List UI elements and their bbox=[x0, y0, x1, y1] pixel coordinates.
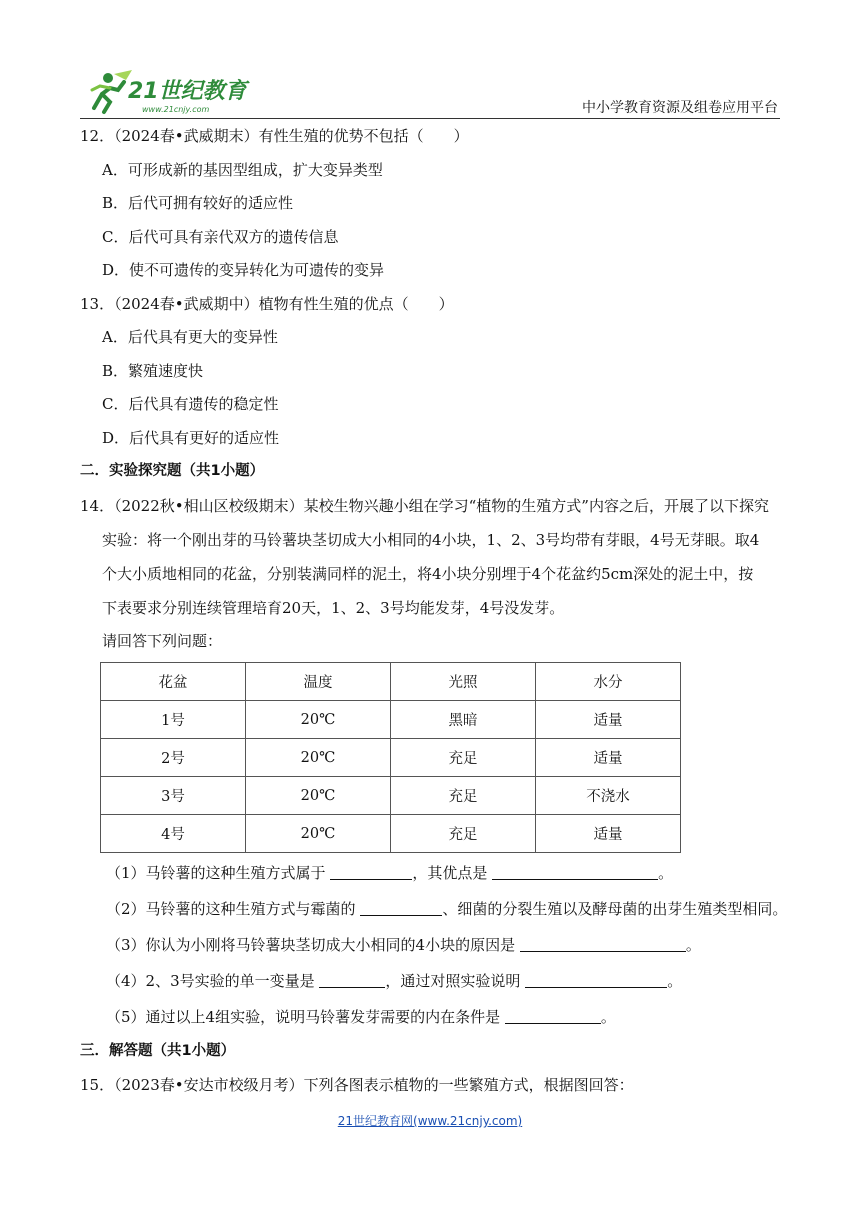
answer-blank[interactable] bbox=[520, 937, 686, 952]
answer-blank[interactable] bbox=[360, 901, 442, 916]
footer-link[interactable]: 21世纪教育网(www.21cnjy.com) bbox=[337, 1114, 523, 1128]
q14-sub4 bbox=[80, 963, 780, 999]
table-cell: 充足 bbox=[391, 777, 536, 815]
table-cell: 2号 bbox=[101, 739, 246, 777]
q13-option-d: D．后代具有更好的适应性 bbox=[102, 428, 280, 447]
experiment-table bbox=[100, 662, 681, 853]
q14-sub3 bbox=[80, 927, 780, 963]
table-row bbox=[101, 777, 681, 815]
table-header-row bbox=[101, 663, 681, 701]
table-header-cell: 温度 bbox=[246, 663, 391, 701]
q14-stem-line1: 14．（2022秋•相山区校级期末）某校生物兴趣小组在学习“植物的生殖方式”内容之后，开展了以下探究 bbox=[80, 496, 769, 515]
table-cell: 20℃ bbox=[246, 739, 391, 777]
table-row bbox=[101, 815, 681, 853]
svg-text:21世纪教育: 21世纪教育 bbox=[128, 79, 247, 104]
q14-sub1 bbox=[80, 855, 780, 891]
q12-option-a: A．可形成新的基因型组成，扩大变异类型 bbox=[102, 160, 383, 179]
table-cell: 适量 bbox=[536, 815, 681, 853]
table-cell: 适量 bbox=[536, 701, 681, 739]
q14-sub3-text-b: 。 bbox=[685, 936, 701, 954]
q14-sub5-text-a: （5）通过以上4组实验，说明马铃薯发芽需要的内在条件是 bbox=[106, 1008, 501, 1026]
section-answer-heading: 三．解答题（共1小题） bbox=[80, 1043, 236, 1059]
answer-blank[interactable] bbox=[505, 1009, 601, 1024]
table-row bbox=[101, 701, 681, 739]
site-logo[interactable] bbox=[80, 68, 260, 116]
page-footer bbox=[0, 1112, 860, 1129]
page-header bbox=[80, 66, 780, 118]
table-cell: 4号 bbox=[101, 815, 246, 853]
q14-sub3-text-a: （3）你认为小刚将马铃薯块茎切成大小相同的4小块的原因是 bbox=[106, 936, 516, 954]
q14-sub5 bbox=[80, 999, 780, 1035]
table-header-cell: 花盆 bbox=[101, 663, 246, 701]
q14-stem-line3: 个大小质地相同的花盆，分别装满同样的泥土，将4小块分别埋于4个花盆约5cm深处的泥土中，按 bbox=[102, 564, 754, 583]
header-divider bbox=[80, 118, 780, 119]
q14-stem-line4: 下表要求分别连续管理培育20天，1、2、3号均能发芽，4号没发芽。 bbox=[102, 598, 565, 617]
table-cell: 1号 bbox=[101, 701, 246, 739]
table-cell: 20℃ bbox=[246, 777, 391, 815]
logo-runner-icon bbox=[80, 68, 260, 116]
q12-option-b: B．后代可拥有较好的适应性 bbox=[102, 194, 294, 212]
table-cell: 黑暗 bbox=[391, 701, 536, 739]
q13-stem: 13．（2024春•武威期中）植物有性生殖的优点（ ） bbox=[80, 294, 454, 313]
q12-option-d: D．使不可遗传的变异转化为可遗传的变异 bbox=[102, 261, 385, 279]
q12-stem: 12．（2024春•武威期末）有性生殖的优势不包括（ ） bbox=[80, 127, 469, 145]
table-cell: 充足 bbox=[391, 815, 536, 853]
q13-option-b: B．繁殖速度快 bbox=[102, 361, 204, 380]
q14-sub4-text-a: （4）2、3号实验的单一变量是 bbox=[106, 972, 315, 990]
svg-text:www.21cnjy.com: www.21cnjy.com bbox=[142, 105, 210, 114]
q15-stem: 15．（2023春•安达市校级月考）下列各图表示植物的一些繁殖方式，根据图回答： bbox=[80, 1075, 634, 1094]
q14-sub5-text-b: 。 bbox=[600, 1008, 616, 1026]
answer-blank[interactable] bbox=[525, 973, 667, 988]
answer-blank[interactable] bbox=[330, 865, 412, 880]
q14-sub1-text-c: 。 bbox=[658, 864, 674, 882]
q14-sub2 bbox=[80, 891, 788, 927]
table-cell: 3号 bbox=[101, 777, 246, 815]
answer-blank[interactable] bbox=[492, 865, 658, 880]
answer-blank[interactable] bbox=[319, 973, 385, 988]
q14-stem-line2: 实验：将一个刚出芽的马铃薯块茎切成大小相同的4小块，1、2、3号均带有芽眼，4号无芽眼。取4 bbox=[102, 530, 760, 549]
q14-sub4-text-c: 。 bbox=[667, 972, 683, 990]
table-cell: 充足 bbox=[391, 739, 536, 777]
q12-option-c: C．后代可具有亲代双方的遗传信息 bbox=[102, 227, 339, 246]
table-row bbox=[101, 739, 681, 777]
q13-option-c: C．后代具有遗传的稳定性 bbox=[102, 395, 279, 413]
q14-sub4-text-b: ，通过对照实验说明 bbox=[385, 972, 521, 990]
platform-name: 中小学教育资源及组卷应用平台 bbox=[582, 100, 778, 116]
q14-sub2-text-b: 、细菌的分裂生殖以及酵母菌的出芽生殖类型相同。 bbox=[442, 900, 788, 918]
q14-sub1-text-a: （1）马铃薯的这种生殖方式属于 bbox=[106, 864, 326, 882]
table-cell: 20℃ bbox=[246, 701, 391, 739]
q14-sub1-text-b: ，其优点是 bbox=[412, 864, 488, 882]
table-cell: 20℃ bbox=[246, 815, 391, 853]
q14-sub2-text-a: （2）马铃薯的这种生殖方式与霉菌的 bbox=[106, 900, 356, 918]
table-cell: 不浇水 bbox=[536, 777, 681, 815]
table-header-cell: 光照 bbox=[391, 663, 536, 701]
q13-option-a: A．后代具有更大的变异性 bbox=[102, 328, 278, 346]
q14-stem bbox=[80, 489, 780, 625]
q14-prompt: 请回答下列问题： bbox=[102, 631, 223, 650]
table-cell: 适量 bbox=[536, 739, 681, 777]
table-header-cell: 水分 bbox=[536, 663, 681, 701]
section-experiment-heading: 二．实验探究题（共1小题） bbox=[80, 463, 265, 479]
document-body bbox=[80, 120, 788, 1102]
